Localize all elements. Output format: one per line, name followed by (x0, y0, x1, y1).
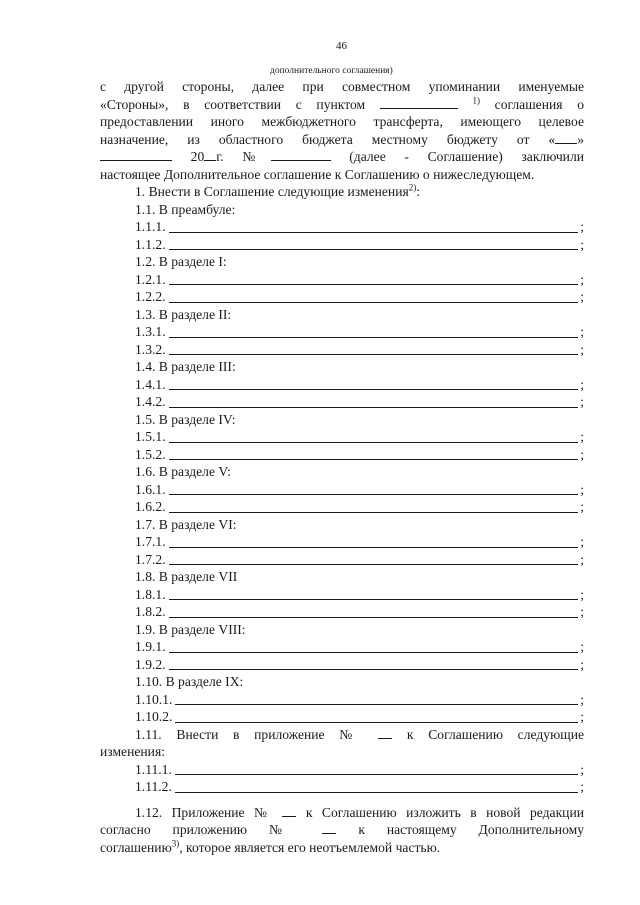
intro-line-4: назначение, из областного бюджета местному бюджету от « » (100, 131, 584, 147)
list-item (100, 603, 584, 621)
intro-line-2: «Стороны», в соответствии с пунктом $^{1)}$ соглашения о (100, 95, 584, 112)
item-number: 1.10.1. (135, 691, 173, 707)
blank-month (100, 148, 172, 161)
item-1-12-line-3: соглашению$^{3)}$, которое является его неотъемлемой частью. (100, 838, 441, 855)
fill-in-line (169, 232, 579, 233)
list-item (100, 218, 584, 236)
intro-line-5: 20 г. № (далее - Соглашение) заключили (100, 148, 584, 166)
item-1-12 (100, 804, 584, 822)
blank-clause-number (380, 96, 458, 109)
item-1-12-line-2: согласно приложению № к настоящему Дополнительному (100, 822, 584, 837)
fill-in-line (169, 284, 579, 285)
item-terminator: ; (580, 341, 584, 357)
document-body (100, 78, 584, 856)
blank-appendix-number (322, 821, 336, 834)
fill-in-line (169, 442, 579, 443)
item-1-heading: 1. Внести в Соглашение следующие изменения$^{2)}$: (135, 182, 421, 199)
item-number: 1.8.2. (135, 604, 166, 619)
list-item (100, 271, 584, 289)
list-item (100, 481, 584, 499)
item-terminator: ; (580, 779, 584, 794)
item-terminator: ; (580, 604, 584, 619)
item-number: 1.6.1. (135, 481, 166, 497)
list-item (100, 393, 584, 411)
item-1-11-list (100, 761, 584, 796)
fill-in-line (169, 512, 579, 513)
item-number: 1.7.1. (135, 534, 166, 549)
item-number: 1.4.1. (135, 376, 166, 392)
list-item (100, 778, 584, 796)
item-1-11-line-1: 1.11. Внести в приложение № к Соглашению следующие (135, 726, 584, 742)
spacer (100, 796, 584, 804)
list-item (100, 376, 584, 394)
section-heading: 1.9. В разделе VIII: (135, 621, 246, 637)
blank-day (555, 131, 577, 144)
item-terminator: ; (580, 481, 584, 497)
section-heading: 1.4. В разделе III: (135, 359, 236, 374)
fill-in-line (169, 652, 579, 653)
item-terminator: ; (580, 271, 584, 287)
section-heading: 1.8. В разделе VII (135, 569, 238, 584)
intro-line-1: с другой стороны, далее при совместном упоминании именуемые (100, 79, 584, 94)
item-number: 1.8.1. (135, 586, 166, 602)
item-terminator: ; (580, 709, 584, 724)
fill-in-line (169, 459, 579, 460)
item-terminator: ; (580, 499, 584, 514)
list-item (100, 586, 584, 604)
fill-in-line (169, 547, 579, 548)
item-number: 1.9.1. (135, 639, 166, 654)
item-number: 1.9.2. (135, 656, 166, 672)
fill-in-line (175, 704, 578, 705)
fill-in-line (169, 617, 579, 618)
item-terminator: ; (580, 691, 584, 707)
fill-in-line (169, 669, 579, 670)
list-item (100, 498, 584, 516)
list-item (100, 323, 584, 341)
item-terminator: ; (580, 219, 584, 234)
list-item (100, 551, 584, 569)
header-note: дополнительного соглашения) (270, 66, 393, 76)
fill-in-line (175, 774, 578, 775)
fill-in-line (169, 302, 579, 303)
fill-in-line (169, 249, 579, 250)
item-terminator: ; (580, 761, 584, 777)
item-terminator: ; (580, 376, 584, 392)
item-number: 1.7.2. (135, 551, 166, 567)
item-number: 1.11.2. (135, 779, 172, 794)
item-number: 1.5.2. (135, 446, 166, 462)
list-item (100, 708, 584, 726)
intro-line-3: предоставлении иного межбюджетного трансферта, имеющего целевое (100, 114, 584, 129)
sections-list (100, 201, 584, 726)
list-item (100, 691, 584, 709)
section-heading: 1.2. В разделе I: (135, 254, 227, 269)
blank-agreement-number (271, 148, 331, 161)
list-item (100, 533, 584, 551)
list-item (100, 341, 584, 359)
item-number: 1.11.1. (135, 761, 172, 777)
fill-in-line (169, 354, 579, 355)
item-terminator: ; (580, 446, 584, 462)
item-terminator: ; (580, 551, 584, 567)
item-terminator: ; (580, 289, 584, 304)
list-item (100, 656, 584, 674)
item-number: 1.2.1. (135, 271, 166, 287)
list-item (100, 638, 584, 656)
list-item (100, 288, 584, 306)
item-number: 1.1.1. (135, 219, 166, 234)
item-1-12-body (100, 821, 584, 856)
fill-in-line (169, 564, 579, 565)
item-terminator: ; (580, 586, 584, 602)
blank-appendix-number (282, 804, 296, 817)
section-heading: 1.3. В разделе II: (135, 306, 232, 322)
item-number: 1.10.2. (135, 709, 173, 724)
list-item (100, 446, 584, 464)
item-number: 1.1.2. (135, 236, 166, 252)
section-heading: 1.10. В разделе IX: (135, 674, 244, 689)
item-terminator: ; (580, 534, 584, 549)
fill-in-line (175, 792, 578, 793)
item-number: 1.2.2. (135, 289, 166, 304)
item-number: 1.3.1. (135, 324, 166, 339)
blank-appendix-number (378, 726, 392, 739)
list-item (100, 236, 584, 254)
item-1-11 (100, 726, 584, 744)
item-terminator: ; (580, 429, 584, 444)
intro-paragraph (100, 78, 584, 183)
item-number: 1.5.1. (135, 429, 166, 444)
blank-year (204, 148, 216, 161)
item-terminator: ; (580, 236, 584, 252)
page-number: 46 (336, 40, 347, 52)
item-number: 1.3.2. (135, 341, 166, 357)
item-terminator: ; (580, 639, 584, 654)
item-1-11-line-2: изменения: (100, 744, 165, 759)
fill-in-line (169, 599, 579, 600)
list-item (100, 761, 584, 779)
list-item (100, 428, 584, 446)
item-terminator: ; (580, 324, 584, 339)
fill-in-line (175, 722, 578, 723)
fill-in-line (169, 337, 579, 338)
item-terminator: ; (580, 656, 584, 672)
section-heading: 1.6. В разделе V: (135, 464, 231, 479)
item-number: 1.4.2. (135, 394, 166, 409)
fill-in-line (169, 494, 579, 495)
fill-in-line (169, 407, 579, 408)
section-heading: 1.1. В преамбуле: (135, 201, 236, 217)
item-terminator: ; (580, 394, 584, 409)
section-heading: 1.5. В разделе IV: (135, 411, 236, 427)
intro-line-6: настоящее Дополнительное соглашение к Соглашению о нижеследующем. (100, 166, 535, 182)
fill-in-line (169, 389, 579, 390)
item-number: 1.6.2. (135, 499, 166, 514)
section-heading: 1.7. В разделе VI: (135, 516, 237, 532)
item-1-12-line-1: 1.12. Приложение № к Соглашению изложить в новой редакции (135, 804, 584, 820)
